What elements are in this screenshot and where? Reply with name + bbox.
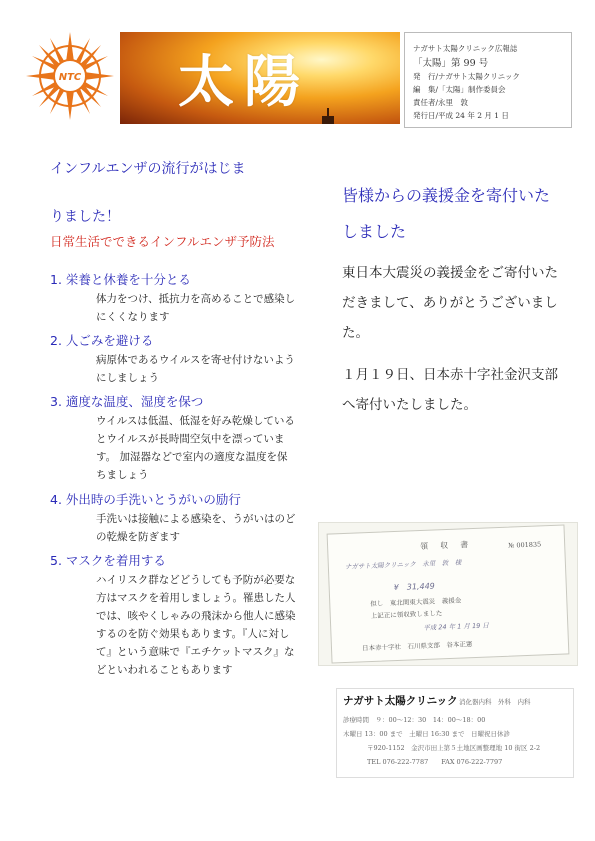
- tip-body: 手洗いは接触による感染を、うがいはのどの乾燥を防ぎます: [96, 513, 296, 543]
- tip-title: 3. 適度な温度、湿度を保つ: [50, 394, 204, 409]
- tip-title: 4. 外出時の手洗いとうがいの励行: [50, 492, 241, 507]
- clinic-name: ナガサト太陽クリニック: [343, 695, 458, 707]
- lead-headline-cont: りました！: [50, 209, 120, 225]
- info-issue: 「太陽」第 99 号: [413, 58, 489, 69]
- info-line: 編 集/「太陽」制作委員会: [413, 85, 506, 94]
- clinic-phone: TEL 076-222-7787 FAX 076-222-7797: [367, 758, 503, 766]
- receipt-amount: ¥ 31,449: [393, 581, 435, 593]
- logo-text: NTC: [58, 72, 82, 83]
- tip-title: 2. 人ごみを避ける: [50, 333, 154, 348]
- receipt-photo: [318, 522, 578, 666]
- info-line: ナガサト太陽クリニック広報誌: [413, 44, 518, 53]
- newsletter-title: 太陽: [178, 49, 310, 115]
- receipt-date: 平成 24 年 1 月 19 日: [423, 621, 489, 632]
- tip-body: 病原体であるウイルスを寄せ付けないようにしましょう: [96, 354, 295, 384]
- clinic-hours: 診療時間 ９：00〜12：30 14：00〜18：00: [343, 716, 486, 724]
- donation-headline: 皆様からの義援金を寄付いたしました: [342, 186, 551, 241]
- tip-body: 体力をつけ、抵抗力を高めることで感染しにくくなります: [96, 293, 296, 323]
- receipt-number: № 001835: [508, 540, 542, 550]
- clinic-footer: [336, 688, 574, 778]
- receipt-heading: 領 収 書: [419, 540, 471, 552]
- receipt-issuer: 日本赤十字社 石川県支部 谷本正憲: [361, 640, 473, 653]
- clinic-notes: 木曜日 13：00 まで 土曜日 16:30 まで 日曜祝日休診: [343, 730, 511, 738]
- tip-title: 5. マスクを着用する: [50, 553, 166, 568]
- tip-title: 1. 栄養と休養を十分とる: [50, 272, 191, 287]
- info-line: 発 行/ナガサト太陽クリニック: [413, 72, 520, 81]
- title-banner: [120, 32, 400, 124]
- receipt-payer: ナガサト太陽クリニック 永里 敦 様: [344, 558, 462, 571]
- tower-base: [322, 116, 334, 124]
- sun-logo-icon: [24, 30, 116, 122]
- info-line: 発行日/平成 24 年 2 月 1 日: [413, 111, 509, 120]
- prevention-subtitle: 日常生活でできるインフルエンザ予防法: [50, 234, 275, 249]
- receipt-statement: 上記正に領収致しました: [370, 609, 443, 620]
- clinic-address: 〒920-1152 金沢市田上第５土地区画整理地 10 街区 2-2: [367, 744, 541, 752]
- clinic-departments: 消化器内科 外科 内科: [459, 698, 531, 706]
- donation-body: [342, 258, 570, 420]
- receipt-paper: [327, 524, 570, 663]
- info-line: 責任者/永里 敦: [413, 98, 469, 107]
- lead-headline: インフルエンザの流行がはじま: [50, 161, 246, 177]
- tip-body: ハイリスク群などどうしても予防が必要な方はマスクを着用しましょう。罹患した人では、咳やくしゃみの飛沫から他人に感染するのを防ぐ効果もあります。『人に対して』という意味で『エチケットマスク』などといわれることもあります: [96, 574, 296, 676]
- donation-paragraph: １月１９日、日本赤十字社金沢支部へ寄付いたしました。: [342, 367, 558, 413]
- clinic-logo: [24, 30, 116, 122]
- receipt-purpose: 但し 東北関東大震災 義援金: [370, 596, 462, 608]
- tip-body: ウイルスは低温、低湿を好み乾燥しているとウイルスが長時間空気中を漂っています。 加湿器などで室内の適度な温度を保ちましょう: [96, 415, 295, 481]
- donation-paragraph: 東日本大震災の義援金をご寄付いただきまして、ありがとうございました。: [342, 265, 558, 341]
- publication-info-box: [404, 32, 572, 128]
